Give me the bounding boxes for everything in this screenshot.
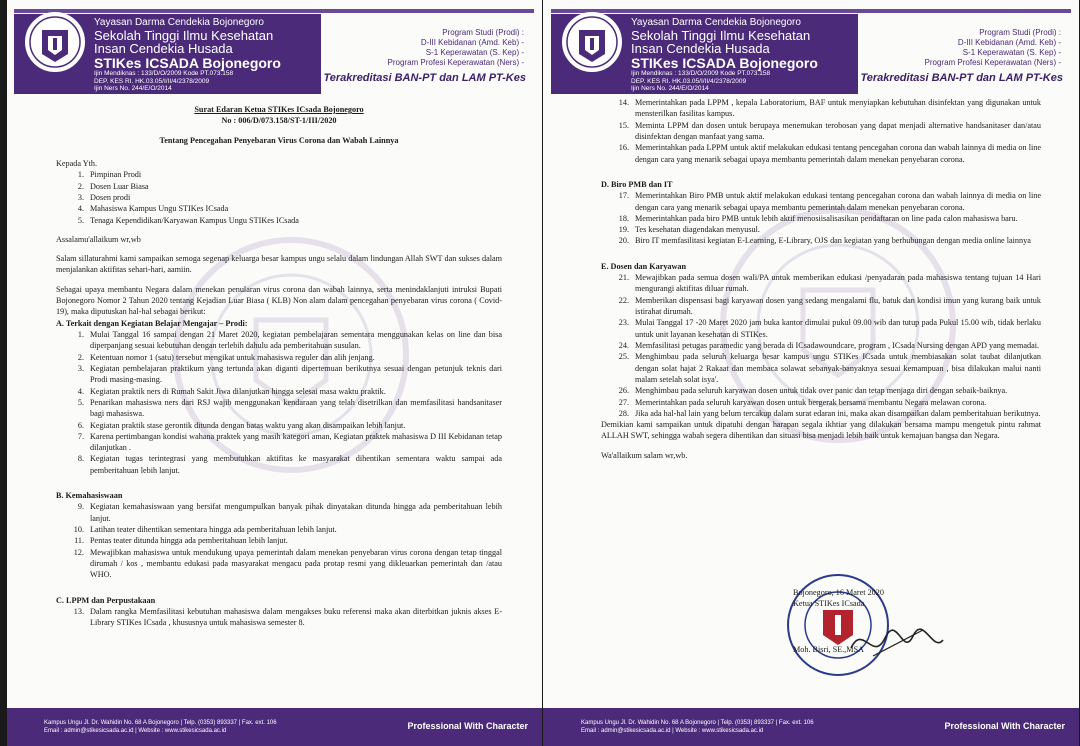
item-number: 15. [618,120,629,130]
letter-body [56,104,502,629]
list-item [601,385,1041,396]
item-text: Tes kesehatan diagendakan menyusul. [635,225,760,235]
list-item [601,120,1041,143]
item-text: Dosen prodi [90,192,131,202]
item-text: Mewajibkan mahasiswa untuk mendukung upaya pemerintah dalam menekan penyebaran virus corona dengan tetap tinggal dirumah / kos , membantu edukasi pada masyarakat mengacu pada protap resmi yang dikleuarkan pemerintah dan /atau WHO. [90,547,502,580]
item-number: 9. [77,502,84,512]
list-item [601,397,1041,408]
letterhead [14,6,534,102]
item-text: Memerintahkan pada seluruh karyawan dosen untuk bergerak bersama membantu Negara melawan corona. [635,397,987,407]
intro-paragraph: Salam sillaturahmi kami sampaikan semoga segenap keluarga besar kampus ungu selalu dalam lindungan Allah SWT dan sukses dalam menjalankan aktifitas sehari-hari, aamiin. [56,254,502,275]
list-item [601,295,1041,318]
program-item: Program Profesi Keperawatan (Ners) - [924,58,1061,67]
permit-line: Ijin Ners No. 244/E/O/2014 [94,85,172,93]
item-text: Memfasilitasi petugas paramedic yang berada di ICsadawoundcare, program , ICsada Nursing dengan APD yang memadai. [635,340,1040,350]
list-item [56,547,502,581]
accreditation: Terakreditasi BAN-PT dan LAM PT-Kes [860,72,1063,84]
list-item [56,329,502,352]
item-number: 17. [618,191,629,201]
item-text: Pimpinan Prodi [90,170,142,180]
addressee-label: Kepada Yth. [56,158,98,168]
item-text: Memberikan dispensasi bagi karyawan dosen yang sedang mengalami flu, batuk dan kondisi imun yang kurang baik untuk istirahat dirumah. [635,295,1041,316]
item-number: 3. [77,192,84,202]
list-item [56,431,502,454]
list-item [601,351,1041,385]
list-item [56,501,502,524]
school-name-line2: Insan Cendekia Husada [94,41,233,57]
section-c-list-continued [601,97,1041,165]
item-number: 18. [618,213,629,223]
list-item [601,340,1041,351]
item-number: 28. [618,408,629,418]
list-item [56,606,502,629]
item-text: Menghimbau pada seluruh karyawan dosen untuk tidak over panic dan tetap menjaga diri dengan sebaik-baiknya. [635,386,1008,396]
item-number: 14. [618,98,629,107]
item-text: Karena pertimbangan kondisi wahana praktek yang masih kategori aman, Kegiatan praktek mahasiswa D III Kebidanan tetap dilanjutkan . [90,431,502,453]
item-number: 5. [77,215,84,225]
foundation-name: Yayasan Darma Cendekia Bojonegoro [94,17,264,28]
item-text: Mahasiswa Kampus Ungu STIKes ICsada [90,204,229,214]
program-title: Program Studi (Prodi) : [442,28,524,37]
item-number: 26. [618,386,629,396]
section-c-list [56,606,502,629]
footer-address [581,719,814,735]
list-item [601,142,1041,165]
letter-page-2 [543,0,1079,746]
item-text: Mulai Tanggal 17 -20 Maret 2020 jam buka kantor dimulai pukul 09.00 wib dan tutup pada Pukul 15.00 wib, tidak berlaku untuk unit layanan kesehatan di STIKes. [635,318,1041,339]
item-text: Jika ada hal-hal lain yang belum tercakup dalam surat edaran ini, maka akan disampaikan dalam pemberitahuan berikutnya. [635,408,1041,418]
permit-line: Ijin Ners No. 244/E/O/2014 [631,85,709,93]
section-heading: C. LPPM dan Perpustakaan [56,595,156,605]
letter-subject: Tentang Pencegahan Penyebaran Virus Corona dan Wabah Lainnya [159,135,399,145]
program-title: Program Studi (Prodi) : [979,28,1061,37]
section-a-list [56,329,502,476]
signer-title: Ketua STIKes ICsada [793,599,865,609]
letter-body-continued [601,97,1041,461]
list-item [56,181,502,192]
list-item [56,453,502,476]
body-paragraph: Sebagai upaya membantu Negara dalam menekan penularan virus corona dan wabah lainnya, serta menindaklanjuti intruksi Bupati Bojonegoro Nomor 2 Tahun 2020 tentang Kejadian Luar Biasa ( KLB) Non alam dalam pencegahan penyebaran virus corona ( Covid-19), maka diputuskan hal-hal sebagai berikut: [56,284,502,317]
place-date: Bojonegoro, 16 Maret 2020 [793,588,884,597]
item-number: 5. [77,397,84,407]
permit-line: DEP. KES RI. HK.03.05/I/II/4/2378/2009 [631,77,747,85]
footer [543,708,1079,746]
program-item: D-III Kebidanan (Amd. Keb) - [957,38,1061,47]
section-d-list [601,190,1041,247]
section-heading: E. Dosen dan Karyawan [601,261,687,271]
item-text: Dosen Luar Biasa [90,181,149,191]
list-item [56,386,502,397]
section-e-list [601,272,1041,419]
farewell: Wa'allaikum salam wr,wb. [601,450,688,460]
section-heading: D. Biro PMB dan IT [601,179,673,189]
item-number: 23. [618,318,629,328]
item-number: 16. [618,143,629,153]
program-item: D-III Kebidanan (Amd. Keb) - [420,38,524,47]
list-item [601,213,1041,224]
school-name-line1: Sekolah Tinggi Ilmu Kesehatan [631,27,811,43]
institution-name [631,18,881,93]
section-b-list [56,501,502,580]
section-heading: B. Kemahasiswaan [56,491,123,501]
item-number: 6. [77,420,84,430]
address-line: Kampus Ungu Jl. Dr. Wahidin No. 68 A Bojonegoro | Telp. (0353) 893337 | Fax. ext. 106 [581,720,814,726]
item-text: Mewajibkan pada semua dosen wali/PA untuk memberikan edukasi /penyadaran pada mahasiswa tentang tujuan 14 Hari mengurangi aktifitas diluar rumah. [635,273,1041,294]
letter-page-1 [6,0,542,746]
item-text: Memerintahkan pada LPPM , kepala Laboratorium, BAF untuk menyiapkan kebutuhan disinfektan yang digunakan untuk mensterilkan fasilitas kampus. [635,98,1041,119]
list-item [601,224,1041,235]
list-item [56,535,502,546]
list-item [56,352,502,363]
footer [6,708,542,746]
school-name-line1: Sekolah Tinggi Ilmu Kesehatan [94,27,274,43]
permit-line: Ijin Mendiknas : 133/D/O/2009 Kode PT.073.158 [94,70,234,78]
address-line: Kampus Ungu Jl. Dr. Wahidin No. 68 A Bojonegoro | Telp. (0353) 893337 | Fax. ext. 106 [44,720,277,726]
item-number: 4. [77,204,84,214]
tagline: Professional With Character [944,721,1065,731]
footer-address [44,719,277,735]
item-text: Biro IT memfasilitasi kegiatan E-Learning, E-Library, OJS dan kegiatan yang berhubungan dengan media online lainnya [635,236,1031,246]
closing-paragraph: Demikian kami sampaikan untuk dipatuhi dengan harapan segala ikhtiar yang dilakukan bersama mampu mengetuk pintu rahmat ALLAH SWT, sehingga wabah segera dihentikan dan situasi bisa menjadi lebih baik untuk kemajuan bangsa dan Negara. [601,420,1041,441]
list-item [56,397,502,420]
school-short-name: STIKes ICSADA Bojonegoro [94,54,281,71]
study-programs [388,28,525,68]
item-number: 27. [618,397,629,407]
accreditation: Terakreditasi BAN-PT dan LAM PT-Kes [323,72,526,84]
item-number: 24. [618,340,629,350]
signature-icon [843,618,953,668]
list-item [601,317,1041,340]
list-item [56,420,502,431]
section-heading: A. Terkait dengan Kegiatan Belajar Mengajar – Prodi: [56,318,248,328]
list-item [601,235,1041,246]
program-item: Program Profesi Keperawatan (Ners) - [387,58,524,67]
item-number: 19. [618,225,629,235]
list-item [601,97,1041,120]
item-number: 21. [618,273,629,283]
contact-line: Email : admin@stikesicsada.ac.id | Website : www.stikesicsada.ac.id [581,728,764,735]
permit-line: Ijin Mendiknas : 133/D/O/2009 Kode PT.073.158 [631,70,771,78]
photo-edge [0,0,7,746]
item-text: Kegiatan pembelajaran praktikum yang tertunda akan diganti dipertemuan berikutnya sesuai dengan petunjuk teknis dari Prodi masing-masing. [90,363,502,385]
signer-name: Moh. Bisri, SE.,MSA [793,644,864,654]
list-item [601,190,1041,213]
item-text: Kegiatan kemahasiswaan yang bersifat mengumpulkan banyak pihak dinyatakan ditunda hingga ada pemberitahuan lebih lanjut. [90,502,502,523]
item-number: 2. [77,352,84,362]
logo-crest-icon [24,6,86,76]
item-number: 2. [77,181,84,191]
item-text: Memerintahkan Biro PMB untuk aktif melakukan edukasi tentang pencegahan corona dan wabah lainnya di media on line dengan cara yang menarik sebagai upaya membantu pemerintah dalam menekan penyebaran corona. [635,191,1041,212]
item-text: Kegiatan tugas terintegrasi yang membutuhkan aktifitas ke masyarakat dihentikan sementara waktu sampai ada pemberitahuan lebih lanjut. [90,454,502,475]
foundation-name: Yayasan Darma Cendekia Bojonegoro [631,17,801,28]
list-item [56,203,502,214]
study-programs [925,28,1062,68]
item-number: 11. [74,536,84,546]
item-number: 25. [618,352,629,362]
list-item [56,363,502,386]
institution-name [94,18,344,93]
item-number: 22. [618,295,629,305]
contact-line: Email : admin@stikesicsada.ac.id | Website : www.stikesicsada.ac.id [44,728,227,735]
item-text: Menghimbau pada seluruh keluarga besar kampus ungu STIKes ICsada untuk membiasakan solat taubat dilanjutkan dengan solat hajat 2 Rakaat dan membaca solawat sebanyak-banyaknya sesuai kemampuan , bisa dilakukan malui nanti malam setelah solat isya'. [635,352,1041,384]
item-number: 1. [77,330,84,339]
permit-line: DEP. KES RI. HK.03.05/I/II/4/2378/2009 [94,77,210,85]
letter-title: Surat Edaran Ketua STIKes ICsada Bojonegoro [194,105,364,114]
list-item [601,272,1041,295]
item-text: Penarikan mahasiswa ners dari RSJ wajib menggunakan kendaraan yang telah disetrilkan dan memfasilitasi handsanitaser bagi mahasiswa. [90,397,502,419]
item-text: Kegiatan praktik stase gerontik ditunda dengan batas waktu yang akan disampaikan lebih lanjut. [90,420,406,430]
list-item [601,408,1041,419]
item-text: Pentas teater ditunda hingga ada pemberitahuan lebih lanjut. [90,536,288,546]
item-text: Tenaga Kependidikan/Karyawan Kampus Ungu STIKes ICsada [90,215,299,225]
program-item: S-1 Keperawatan (S. Kep) - [425,48,524,57]
item-number: 20. [618,236,629,246]
logo-crest-icon [561,6,623,76]
greeting: Assalamu'allaikum wr,wb [56,234,141,244]
item-number: 1. [77,170,84,180]
school-name-line2: Insan Cendekia Husada [631,41,770,57]
item-number: 10. [73,525,84,534]
tagline: Professional With Character [407,721,528,731]
item-number: 3. [77,363,84,373]
item-text: Memerintahkan pada LPPM untuk aktif melakukan edukasi tentang pencegahan corona dan wabah lainnya di media on line dengan cara yang menarik sebagai upaya membantu pemerintah dalam menekan penyebaran corona. [635,143,1041,164]
item-text: Kegiatan praktik ners di Rumah Sakit Jiwa dilanjutkan hingga selesai masa waktu praktik. [90,386,386,396]
item-number: 7. [77,431,84,441]
item-number: 4. [77,386,84,396]
program-item: S-1 Keperawatan (S. Kep) - [962,48,1061,57]
item-text: Mulai Tanggal 16 sampai dengan 21 Maret 2020, kegiatan pembelajaran sementara menggunakan kelas on line dan bisa diperpanjang sesuai kebutuhan dengan terlebih dahulu ada pemberitahuan susulan. [90,330,502,351]
list-item [56,215,502,226]
item-number: 8. [77,454,84,464]
item-text: Dalam rangka Memfasilitasi kebutuhan mahasiswa dalam mengakses buku referensi maka akan diterbitkan juknis akses E-Library STIKes ICsada , khususnya untuk mahasiswa semester 8. [90,606,502,628]
item-text: Meminta LPPM dan dosen untuk berupaya menemukan terobosan yang dapat menjadi alternative handsanitaser dan/atau disinfektan dengan manfaat yang sama. [635,120,1041,141]
list-item [56,192,502,203]
recipient-list [56,169,502,226]
item-number: 12. [73,547,84,557]
item-number: 13. [73,606,84,616]
list-item [56,524,502,535]
item-text: Memerintahkan pada biro PMB untuk lebih aktif menosiisalisasikan pendaftaran on line pada calon mahasiswa baru. [635,213,1018,223]
school-short-name: STIKes ICSADA Bojonegoro [631,54,818,71]
letterhead [551,6,1071,102]
item-text: Latihan teater dihentikan sementara hingga ada pemberitahuan lebih lanjut. [90,525,337,534]
list-item [56,169,502,180]
item-text: Ketentuan nomor 1 (satu) tersebut mengikat untuk mahasiswa reguler dan alih jenjang. [90,352,375,362]
letter-number: No : 006/D/073.158/ST-1/III/2020 [221,116,337,126]
